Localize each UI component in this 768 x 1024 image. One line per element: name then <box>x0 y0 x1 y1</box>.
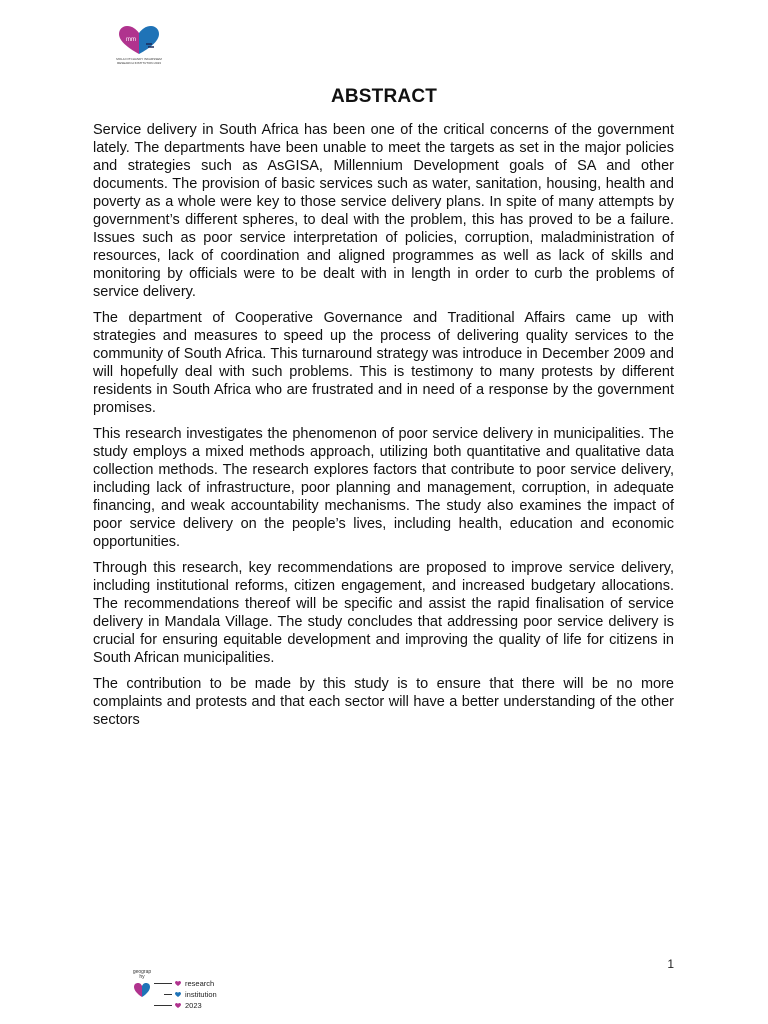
footer-small-text: geograp hy <box>132 969 152 980</box>
mini-heart-icon <box>175 981 181 986</box>
paragraph-2: The department of Cooperative Governance and Traditional Affairs came up with strategies and measures to speed up the process of delivering quality services to the community of South Africa. This turnaround strategy was introduce in December 2009 and will hopefully deal with such problems. This is testimony to many protests by different residents in South Africa who are frustrated and in need of a response by the government promises. <box>93 310 674 416</box>
footer-line-2 <box>154 989 217 1000</box>
paragraph-5: The contribution to be made by this study is to ensure that there will be no more complaints and protests and that each sector will have a better understanding of the other sectors <box>93 676 674 728</box>
logo-caption-line1: MOLAI OTCHANDY INKARSSEM <box>116 57 162 61</box>
footer-line-1 <box>154 978 217 989</box>
footer-line-3 <box>154 1000 217 1011</box>
footer-line-1-text: research <box>185 979 215 988</box>
mini-heart-icon <box>175 1003 181 1008</box>
footer-lines <box>154 978 217 1011</box>
header-logo <box>112 24 166 70</box>
paragraph-4: Through this research, key recommendations are proposed to improve service delivery, including institutional reforms, citizen engagement, and increased budgetary allocations. The recommendations thereof will be specific and assist the rapid finalisation of service delivery in Mandala Village. The study concludes that addressing poor service delivery is crucial for ensuring equitable development and improving the quality of life for citizens in South African municipalities. <box>93 560 674 666</box>
logo-text: mm <box>126 37 136 43</box>
page-number: 1 <box>667 957 674 971</box>
paragraph-1: Service delivery in South Africa has been one of the critical concerns of the government lately. The departments have been unable to meet the targets as set in the major policies and strategies such as AsGISA, Millennium Development goals of SA and other documents. The provision of basic services such as water, sanitation, housing, health and poverty as a whole were key to those service delivery plans. In spite of many attempts by government’s different spheres, to deal with the problem, this has proved to be a failure. Issues such as poor service interpretation of policies, corruption, maladministration of resources, lack of coordination and aligned programmes as well as lack of skills and monitoring by officials were to be dealt with in length in order to curb the problems of service delivery. <box>93 122 674 300</box>
footer-heart-icon <box>133 982 151 998</box>
footer-logo <box>132 970 232 1014</box>
mini-heart-icon <box>175 992 181 997</box>
paragraph-3: This research investigates the phenomenon of poor service delivery in municipalities. The study employs a mixed methods approach, utilizing both quantitative and qualitative data collection methods. The research explores factors that contribute to poor service delivery, including lack of infrastructure, poor planning and management, corruption, in adequate financing, and weak accountability mechanisms. The study also examines the impact of poor service delivery on the people’s lives, including health, education and economic opportunities. <box>93 426 674 550</box>
page-title: ABSTRACT <box>330 86 438 107</box>
logo-caption-line2: RESEARCH INSTITUTION 2023 <box>117 60 161 65</box>
heart-logo-icon <box>112 24 166 58</box>
footer-line-3-text: 2023 <box>185 1001 202 1010</box>
footer-line-2-text: institution <box>185 990 217 999</box>
abstract-body <box>93 121 674 737</box>
logo-caption <box>112 58 166 65</box>
